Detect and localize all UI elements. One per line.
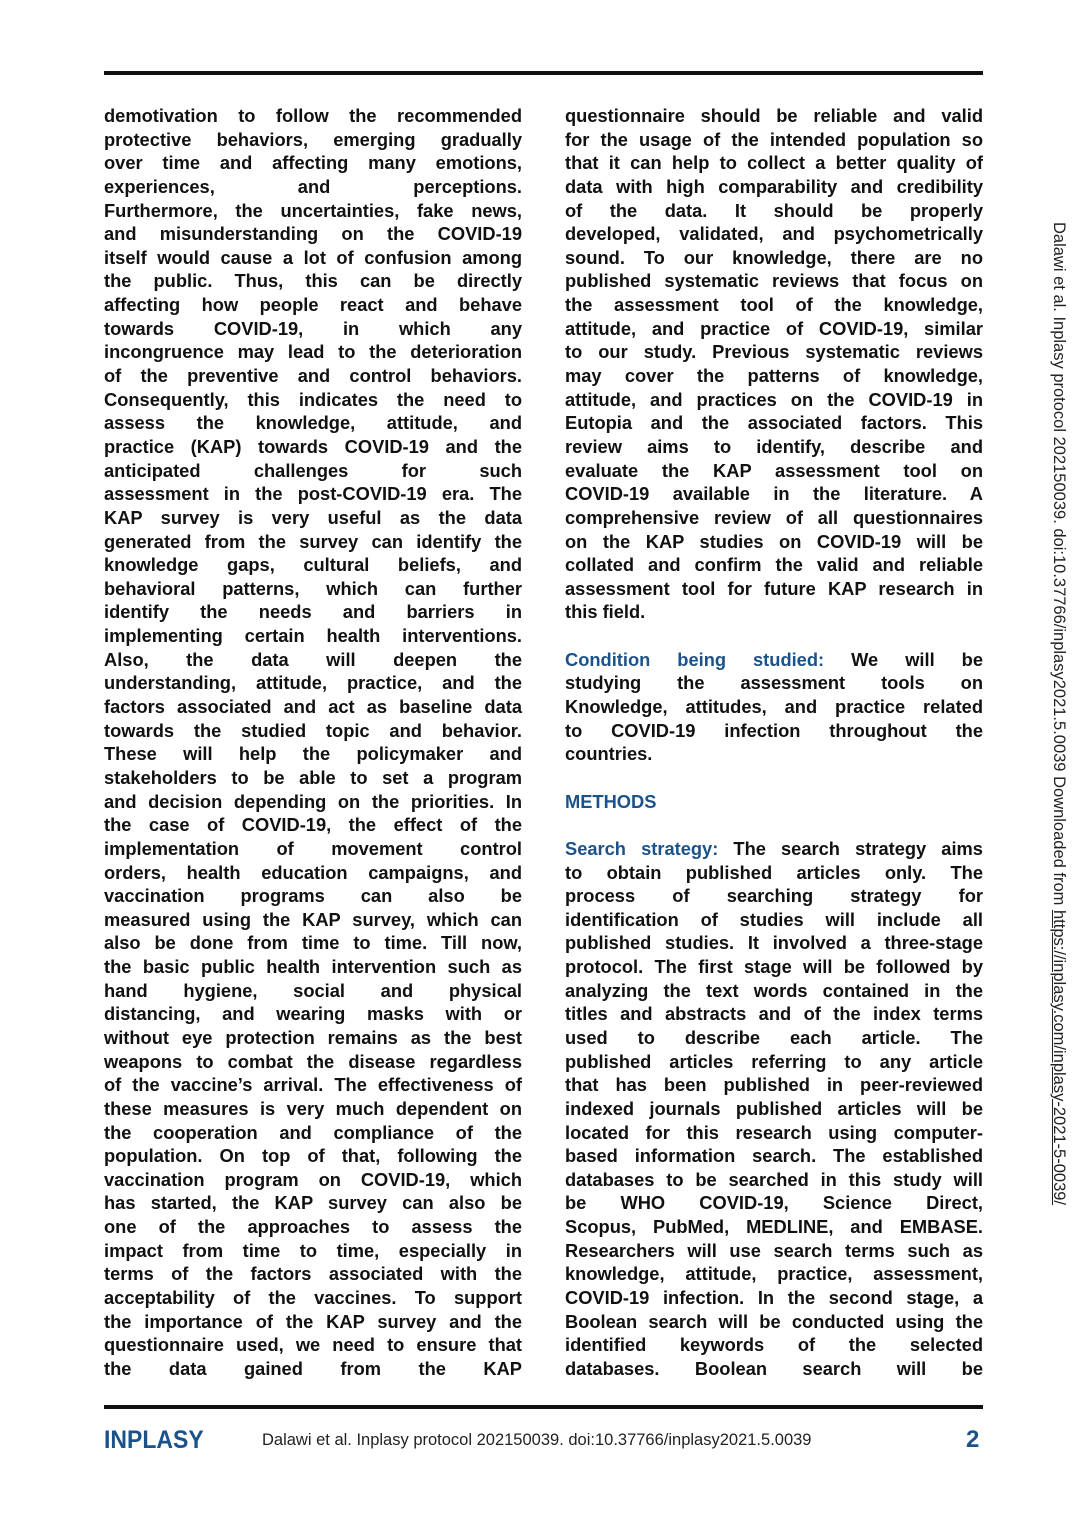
text-line: understanding, attitude, practice, and the — [104, 672, 522, 694]
text-line: protective behaviors, emerging gradually — [104, 128, 522, 150]
text-line: KAP survey is very useful as the data — [104, 506, 522, 528]
header-rule — [104, 71, 983, 75]
text-line: identify the needs and barriers in — [104, 601, 522, 623]
search-strategy-label: Search strategy: — [565, 837, 719, 859]
right-column — [565, 104, 983, 1381]
text-line: affecting how people react and behave — [104, 294, 522, 316]
text-line: over time and affecting many emotions, — [104, 152, 522, 174]
text-line: towards COVID-19, in which any — [104, 317, 522, 339]
paragraph-gap — [565, 766, 983, 790]
text-line: based information search. The established — [565, 1145, 983, 1167]
text-line: orders, health education campaigns, and — [104, 861, 522, 883]
text-line: COVID-19 infection. In the second stage, a — [565, 1287, 983, 1309]
text-line: implementation of movement control — [104, 837, 522, 859]
text-line: also be done from time to time. Till now, — [104, 932, 522, 954]
text-line: indexed journals published articles will be — [565, 1097, 983, 1119]
text-line: published studies. It involved a three-stage — [565, 932, 983, 954]
text-line: may cover the patterns of knowledge, — [565, 365, 983, 387]
text-line: to obtain published articles only. The — [565, 861, 983, 883]
text-line: has started, the KAP survey can also be — [104, 1192, 522, 1214]
text-line: questionnaire should be reliable and valid — [565, 105, 983, 126]
text-line: identified keywords of the selected — [565, 1334, 983, 1356]
text-line: demotivation to follow the recommended — [104, 105, 522, 126]
text-line: itself would cause a lot of confusion among — [104, 246, 522, 268]
text-line: these measures is very much dependent on — [104, 1097, 522, 1119]
footer-citation: Dalawi et al. Inplasy protocol 202150039. doi:10.37766/inplasy2021.5.0039 — [262, 1431, 812, 1449]
download-link[interactable]: https://inplasy.com/inplasy-2021-5-0039/ — [1050, 909, 1068, 1206]
text-line: evaluate the KAP assessment tool on — [565, 459, 983, 481]
text-line: generated from the survey can identify the — [104, 530, 522, 552]
text-line: published articles referring to any article — [565, 1050, 983, 1072]
text-line: without eye protection remains as the best — [104, 1026, 522, 1048]
text-line: identification of studies will include all — [565, 908, 983, 930]
methods-heading: METHODS — [565, 790, 657, 812]
text-line: weapons to combat the disease regardless — [104, 1050, 522, 1072]
text-line: of the preventive and control behaviors. — [104, 365, 522, 387]
text-line: anticipated challenges for such — [104, 459, 522, 481]
side-note-text: Dalawi et al. Inplasy protocol 202150039. doi:10.37766/inplasy2021.5.0039 Downloaded from — [1050, 222, 1068, 910]
text-line: comprehensive review of all questionnaires — [565, 506, 983, 528]
text-line: attitude, and practices on the COVID-19 in — [565, 388, 983, 410]
text-line: review aims to identify, describe and — [565, 435, 983, 457]
text-line: of the vaccine’s arrival. The effectiveness of — [104, 1074, 522, 1096]
text-line: factors associated and act as baseline data — [104, 696, 522, 718]
text-line: the importance of the KAP survey and the — [104, 1310, 522, 1332]
text-line: assess the knowledge, attitude, and — [104, 412, 522, 434]
text-line: databases. Boolean search will be — [565, 1357, 983, 1379]
text-line: to our study. Previous systematic reviews — [565, 341, 983, 363]
search-strategy-first-line-text: The search strategy aims — [733, 837, 983, 859]
side-download-note — [1049, 222, 1068, 1205]
text-line: that it can help to collect a better quality of — [565, 152, 983, 174]
text-line: studying the assessment tools on — [565, 672, 983, 694]
text-line: of the data. It should be properly — [565, 199, 983, 221]
text-line: to COVID-19 infection throughout the — [565, 719, 983, 741]
text-line: population. On top of that, following the — [104, 1145, 522, 1167]
text-line: on the KAP studies on COVID-19 will be — [565, 530, 983, 552]
text-line: attitude, and practice of COVID-19, similar — [565, 317, 983, 339]
text-line: titles and abstracts and of the index terms — [565, 1003, 983, 1025]
text-line: this field. — [565, 601, 646, 623]
text-line: vaccination program on COVID-19, which — [104, 1168, 522, 1190]
text-line: distancing, and wearing masks with or — [104, 1003, 522, 1025]
text-line: collated and confirm the valid and reliable — [565, 554, 983, 576]
condition-first-line-text: We will be — [851, 648, 983, 670]
text-line: and misunderstanding on the COVID-19 — [104, 223, 522, 245]
text-line: protocol. The first stage will be followed by — [565, 956, 983, 978]
text-line: the case of COVID-19, the effect of the — [104, 814, 522, 836]
text-line: countries. — [565, 743, 653, 765]
page-number: 2 — [966, 1426, 980, 1453]
text-line: knowledge gaps, cultural beliefs, and — [104, 554, 522, 576]
text-line: data with high comparability and credibility — [565, 175, 983, 197]
text-line: the cooperation and compliance of the — [104, 1121, 522, 1143]
text-line: that has been published in peer-reviewed — [565, 1074, 983, 1096]
intro-paragraph — [565, 104, 983, 624]
text-line: terms of the factors associated with the — [104, 1263, 522, 1285]
text-line: developed, validated, and psychometrically — [565, 223, 983, 245]
text-line: Also, the data will deepen the — [104, 648, 522, 670]
text-line: databases to be searched in this study will — [565, 1168, 983, 1190]
text-line: process of searching strategy for — [565, 885, 983, 907]
footer-brand-logo: INPLASY — [104, 1426, 204, 1454]
text-line: measured using the KAP survey, which can — [104, 908, 522, 930]
condition-label: Condition being studied: — [565, 648, 825, 670]
text-line: These will help the policymaker and — [104, 743, 522, 765]
text-line: experiences, and perceptions. — [104, 175, 522, 197]
text-line: assessment tool for future KAP research in — [565, 577, 983, 599]
search-strategy-first-line — [565, 837, 983, 861]
text-line: COVID-19 available in the literature. A — [565, 483, 983, 505]
left-column — [104, 104, 522, 1381]
text-line: behavioral patterns, which can further — [104, 577, 522, 599]
text-line: impact from time to time, especially in — [104, 1239, 522, 1261]
text-line: be WHO COVID-19, Science Direct, — [565, 1192, 983, 1214]
text-line: Furthermore, the uncertainties, fake news, — [104, 199, 522, 221]
text-line: Eutopia and the associated factors. This — [565, 412, 983, 434]
condition-paragraph — [565, 648, 983, 766]
text-line: the assessment tool of the knowledge, — [565, 294, 983, 316]
text-line: the data gained from the KAP — [104, 1357, 522, 1379]
text-line: sound. To our knowledge, there are no — [565, 246, 983, 268]
text-line: assessment in the post-COVID-19 era. The — [104, 483, 522, 505]
text-line: and decision depending on the priorities. In — [104, 790, 522, 812]
text-line: acceptability of the vaccines. To support — [104, 1287, 522, 1309]
text-line: analyzing the text words contained in the — [565, 979, 983, 1001]
text-line: Knowledge, attitudes, and practice related — [565, 696, 983, 718]
footer-rule — [104, 1405, 983, 1409]
text-line: Scopus, PubMed, MEDLINE, and EMBASE. — [565, 1216, 983, 1238]
search-strategy-paragraph — [565, 837, 983, 1381]
condition-first-line — [565, 648, 983, 672]
text-line: located for this research using computer- — [565, 1121, 983, 1143]
text-line: incongruence may lead to the deterioration — [104, 341, 522, 363]
text-line: questionnaire used, we need to ensure that — [104, 1334, 522, 1356]
text-line: Researchers will use search terms such as — [565, 1239, 983, 1261]
text-line: implementing certain health interventions. — [104, 625, 522, 647]
text-line: Consequently, this indicates the need to — [104, 388, 522, 410]
text-line: towards the studied topic and behavior. — [104, 719, 522, 741]
text-line: the public. Thus, this can be directly — [104, 270, 522, 292]
paragraph-gap — [565, 624, 983, 648]
text-line: practice (KAP) towards COVID-19 and the — [104, 435, 522, 457]
text-line: published systematic reviews that focus on — [565, 270, 983, 292]
text-line: Boolean search will be conducted using the — [565, 1310, 983, 1332]
text-line: one of the approaches to assess the — [104, 1216, 522, 1238]
text-line: for the usage of the intended population so — [565, 128, 983, 150]
paragraph-gap — [565, 813, 983, 837]
text-line: vaccination programs can also be — [104, 885, 522, 907]
text-line: used to describe each article. The — [565, 1026, 983, 1048]
text-line: stakeholders to be able to set a program — [104, 766, 522, 788]
text-line: hand hygiene, social and physical — [104, 979, 522, 1001]
text-line: knowledge, attitude, practice, assessment, — [565, 1263, 983, 1285]
text-line: the basic public health intervention such as — [104, 956, 522, 978]
